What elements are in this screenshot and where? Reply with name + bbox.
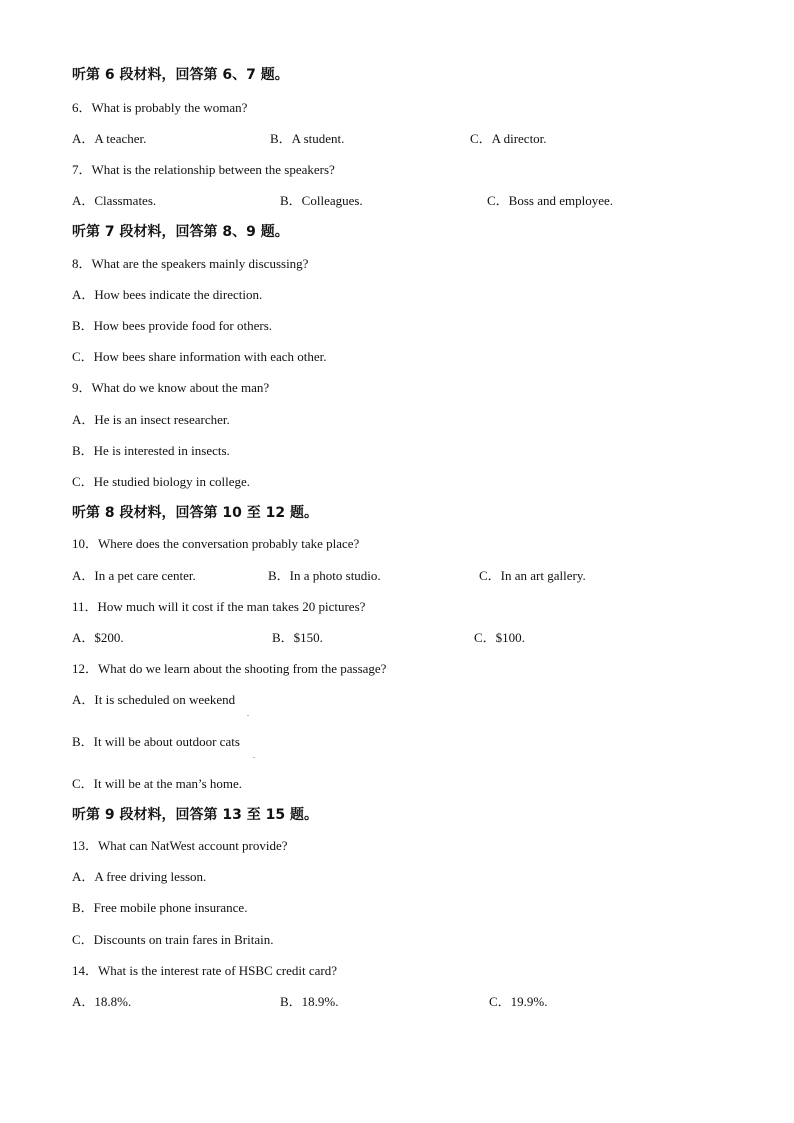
- question-10-option-a: A．In a pet care center.: [72, 568, 196, 583]
- question-8-stem: 8．What are the speakers mainly discussing?: [72, 256, 309, 271]
- stray-dot: .: [247, 709, 249, 718]
- question-13-option-b: B．Free mobile phone insurance.: [72, 900, 248, 915]
- question-10-stem: 10．Where does the conversation probably take place?: [72, 536, 360, 551]
- question-6-option-b: B．A student.: [270, 131, 345, 146]
- question-6-option-a: A．A teacher.: [72, 131, 147, 146]
- section-header: 听第 7 段材料，回答第 8、9 题。: [72, 224, 289, 240]
- question-10-option-b: B．In a photo studio.: [268, 568, 381, 583]
- question-13-stem: 13．What can NatWest account provide?: [72, 838, 288, 853]
- question-7-option-b: B．Colleagues.: [280, 193, 363, 208]
- question-7-option-a: A．Classmates.: [72, 193, 157, 208]
- question-14-option-c: C．19.9%.: [489, 994, 548, 1009]
- section-header: 听第 8 段材料，回答第 10 至 12 题。: [72, 505, 318, 521]
- question-9-stem: 9．What do we know about the man?: [72, 380, 270, 395]
- section-header: 听第 6 段材料，回答第 6、7 题。: [72, 67, 289, 83]
- question-12-option-b: B．It will be about outdoor cats: [72, 734, 240, 749]
- question-8-option-c: C．How bees share information with each other.: [72, 349, 327, 364]
- section-header: 听第 9 段材料，回答第 13 至 15 题。: [72, 807, 318, 823]
- question-9-option-a: A．He is an insect researcher.: [72, 412, 230, 427]
- question-8-option-b: B．How bees provide food for others.: [72, 318, 273, 333]
- question-7-option-c: C．Boss and employee.: [487, 193, 614, 208]
- question-12-option-a: A．It is scheduled on weekend: [72, 692, 236, 707]
- question-11-option-a: A．$200.: [72, 630, 124, 645]
- question-9-option-b: B．He is interested in insects.: [72, 443, 230, 458]
- question-11-stem: 11．How much will it cost if the man takes 20 pictures?: [72, 599, 366, 614]
- question-14-stem: 14．What is the interest rate of HSBC credit card?: [72, 963, 337, 978]
- question-14-option-b: B．18.9%.: [280, 994, 339, 1009]
- question-7-stem: 7．What is the relationship between the speakers?: [72, 162, 335, 177]
- question-6-option-c: C．A director.: [470, 131, 547, 146]
- question-10-option-c: C．In an art gallery.: [479, 568, 586, 583]
- question-11-option-b: B．$150.: [272, 630, 323, 645]
- question-11-option-c: C．$100.: [474, 630, 525, 645]
- question-8-option-a: A．How bees indicate the direction.: [72, 287, 263, 302]
- question-9-option-c: C．He studied biology in college.: [72, 474, 251, 489]
- question-12-option-c: C．It will be at the man’s home.: [72, 776, 243, 791]
- question-6-stem: 6．What is probably the woman?: [72, 100, 248, 115]
- stray-dot: .: [253, 751, 255, 760]
- question-13-option-c: C．Discounts on train fares in Britain.: [72, 932, 274, 947]
- question-14-option-a: A．18.8%.: [72, 994, 132, 1009]
- question-13-option-a: A．A free driving lesson.: [72, 869, 207, 884]
- question-12-stem: 12．What do we learn about the shooting from the passage?: [72, 661, 387, 676]
